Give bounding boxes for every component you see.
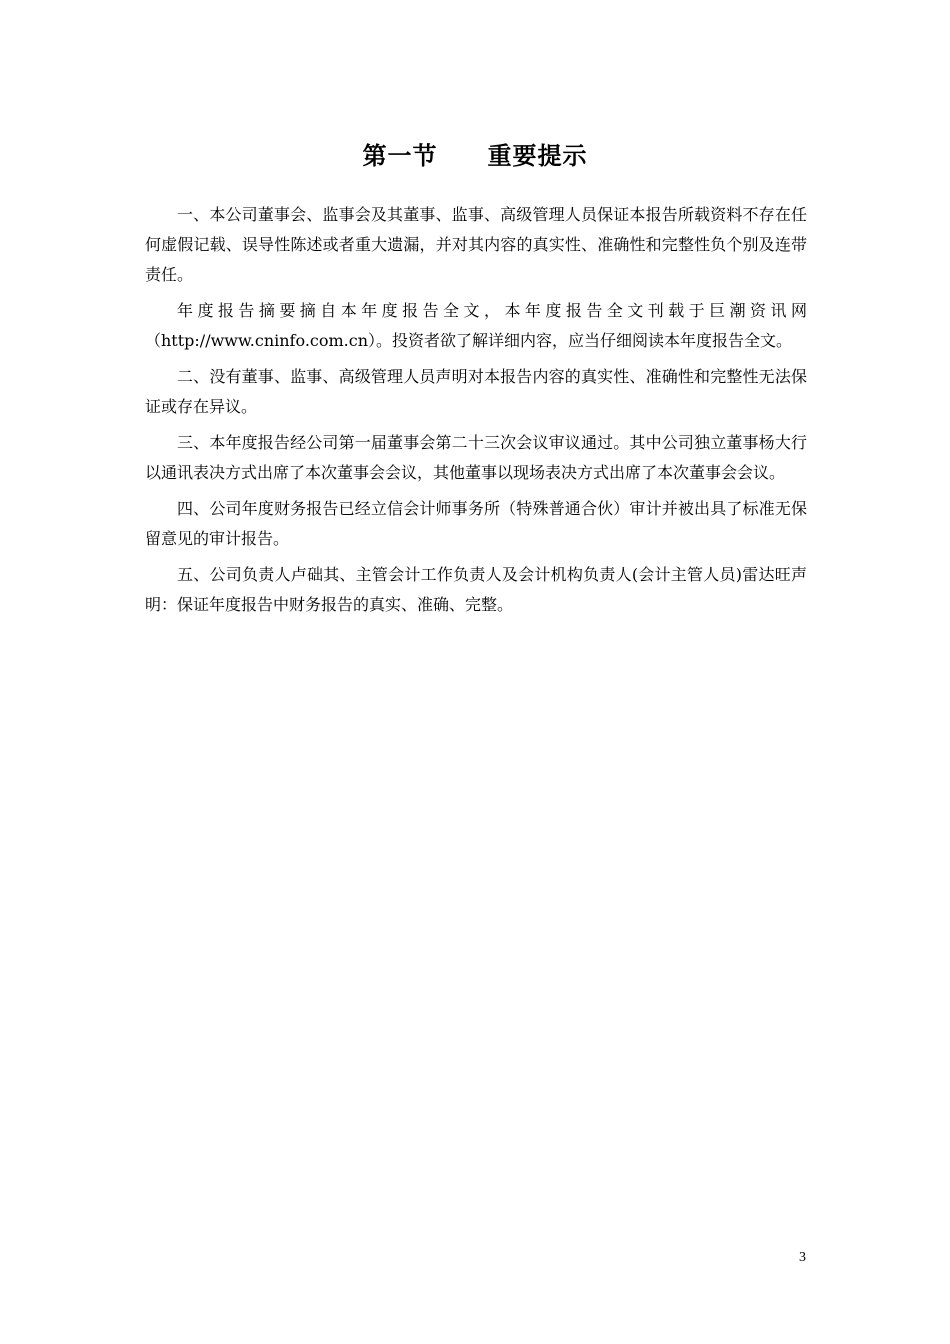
paragraph-board-guarantee: 一、本公司董事会、监事会及其董事、监事、高级管理人员保证本报告所载资料不存在任何虚假记载、误导性陈述或者重大遗漏，并对其内容的真实性、准确性和完整性负个别及连带责任。 xyxy=(145,205,807,284)
page-number: 3 xyxy=(799,1250,806,1265)
paragraph-board-approval: 三、本年度报告经公司第一届董事会第二十三次会议审议通过。其中公司独立董事杨大行以通讯表决方式出席了本次董事会会议，其他董事以现场表决方式出席了本次董事会会议。 xyxy=(145,433,807,482)
important-notice-body xyxy=(145,200,807,626)
paragraph-management-statement: 五、公司负责人卢础其、主管会计工作负责人及会计机构负责人(会计主管人员)雷达旺声明：保证年度报告中财务报告的真实、准确、完整。 xyxy=(145,565,807,614)
section-title: 第一节 重要提示 xyxy=(362,141,588,171)
paragraph-summary-source: 年度报告摘要摘自本年度报告全文，本年度报告全文刊载于巨潮资讯网（http://www.cninfo.com.cn）。投资者欲了解详细内容，应当仔细阅读本年度报告全文。 xyxy=(145,301,807,350)
paragraph-no-objection: 二、没有董事、监事、高级管理人员声明对本报告内容的真实性、准确性和完整性无法保证或存在异议。 xyxy=(145,367,807,416)
paragraph-audit-opinion: 四、公司年度财务报告已经立信会计师事务所（特殊普通合伙）审计并被出具了标准无保留意见的审计报告。 xyxy=(145,499,807,548)
